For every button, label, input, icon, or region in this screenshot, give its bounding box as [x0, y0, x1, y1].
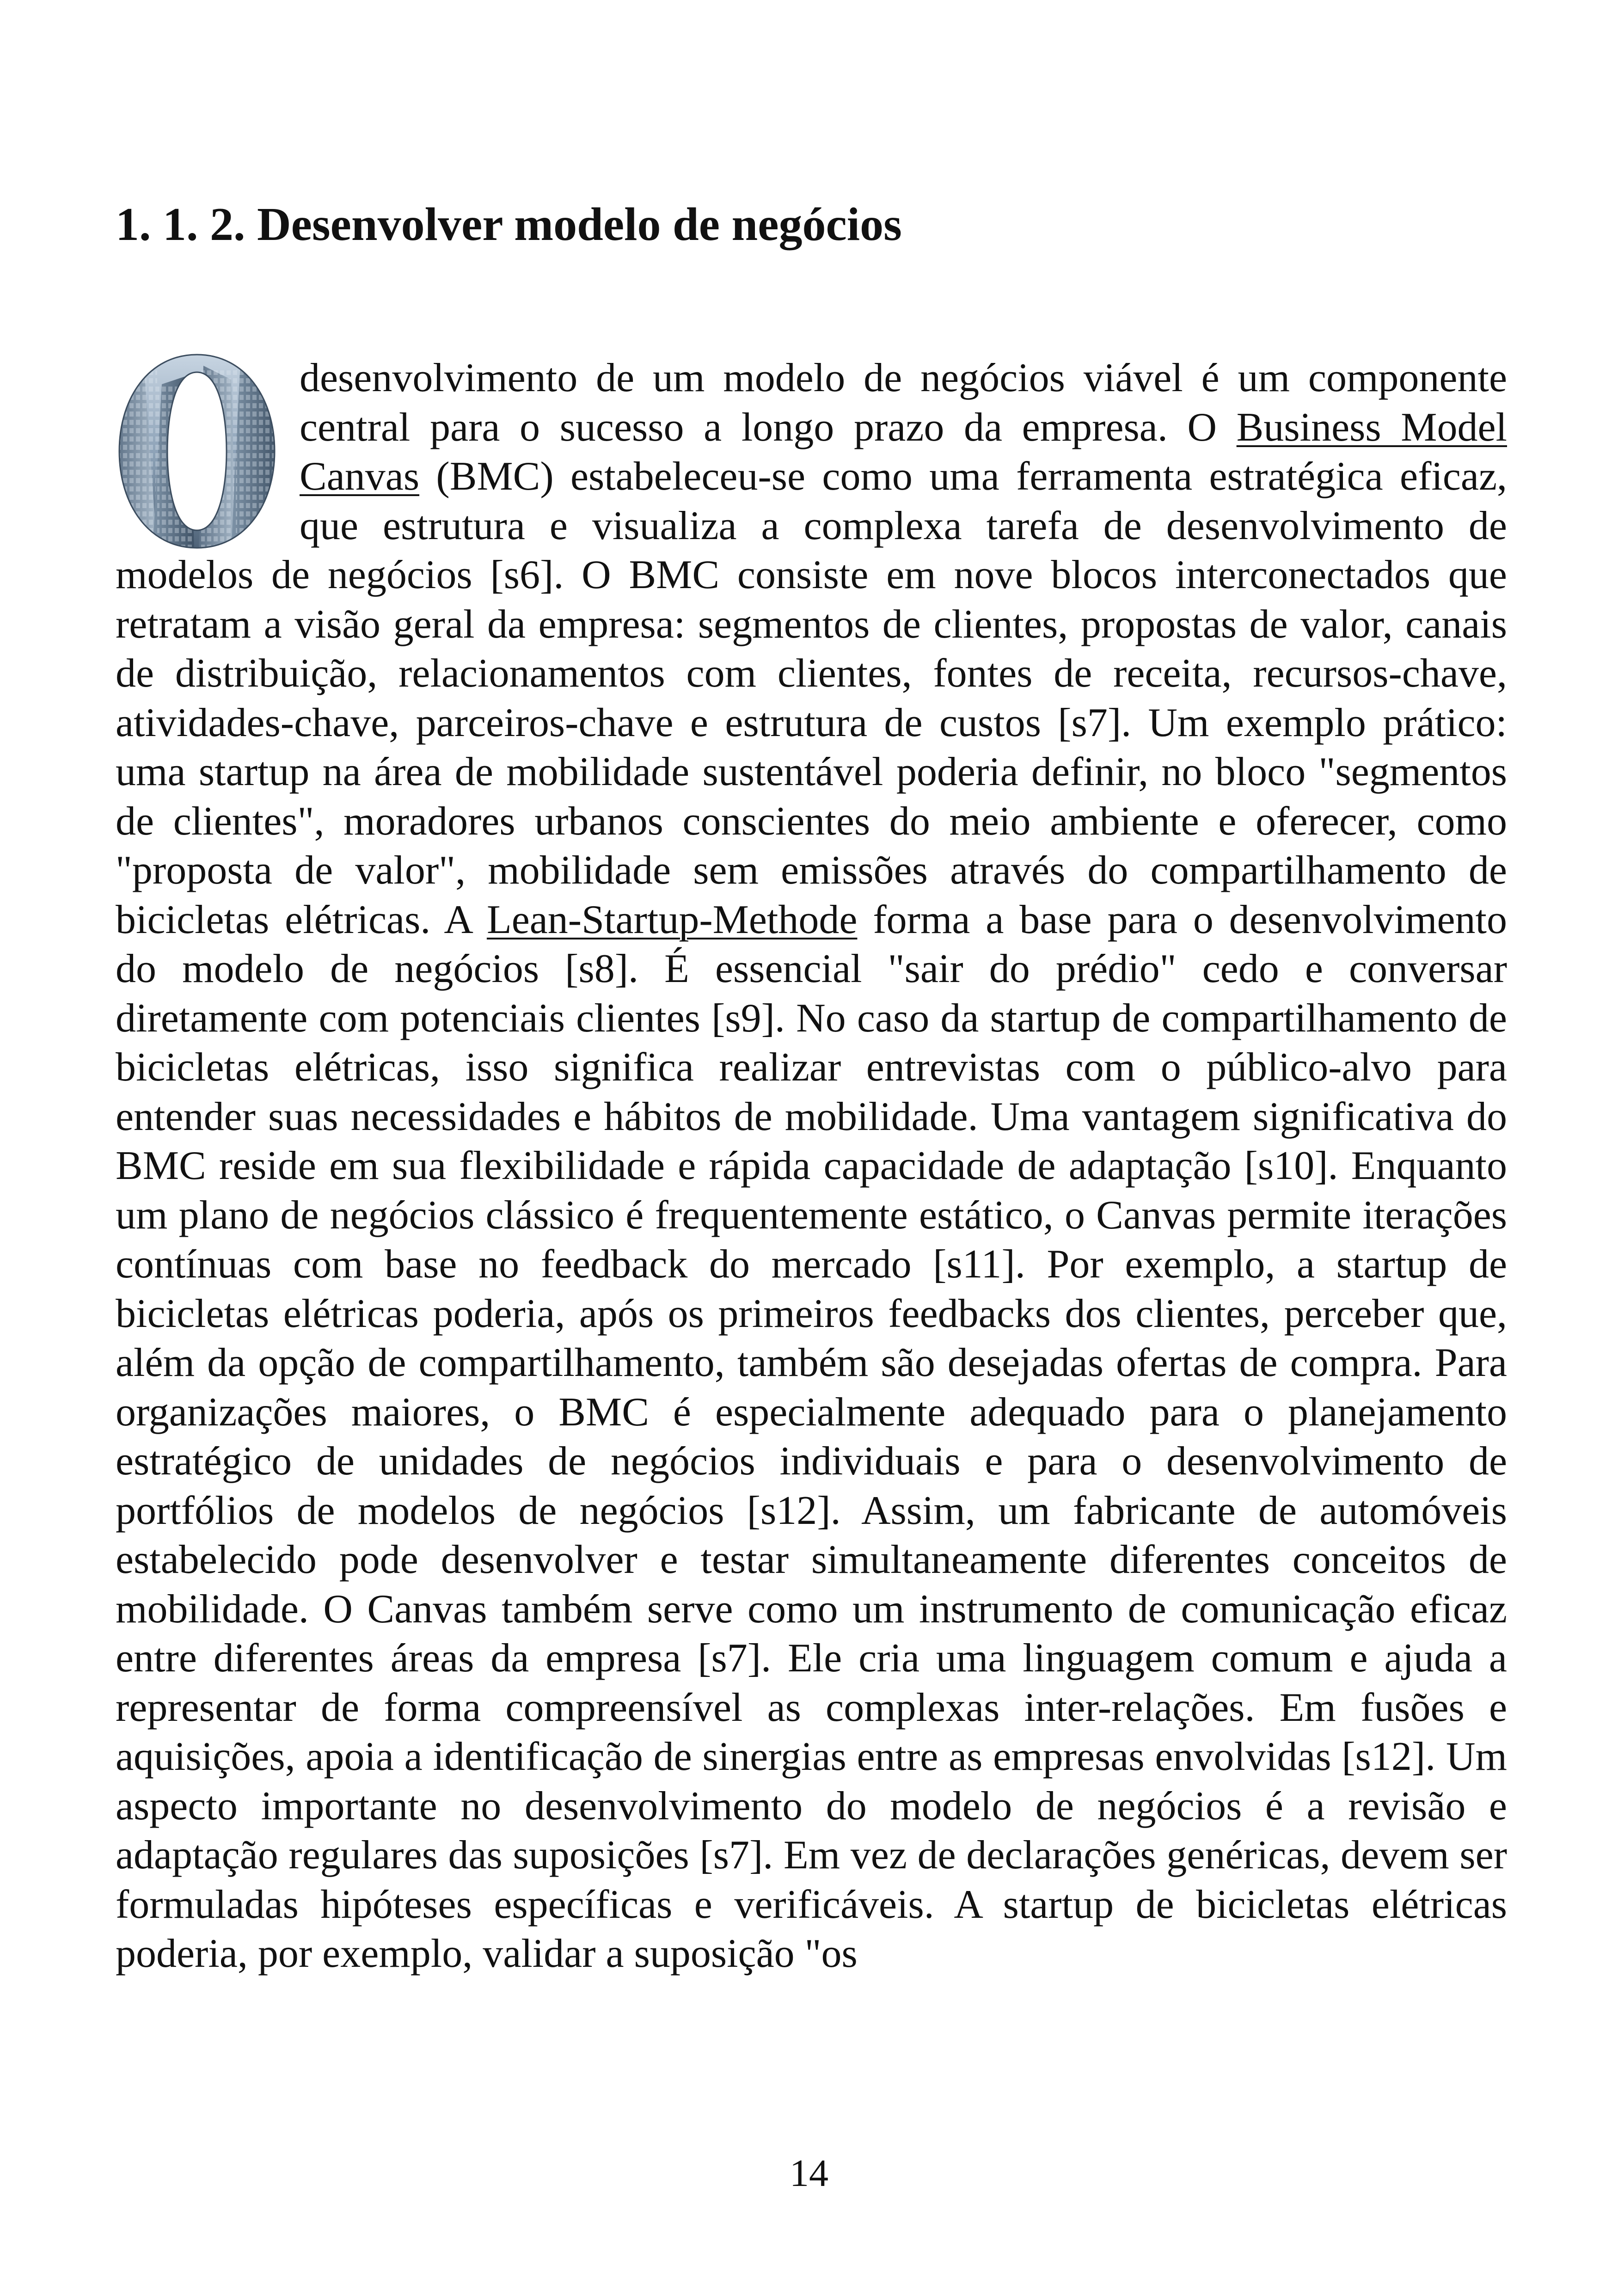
body-text-segment: (BMC) estabeleceu-se como uma ferramenta estratégica eficaz, que estrutura e visualiza a complexa tarefa de desenvolvimento de modelos de negócios [s6]. O BMC consiste em nove blocos interconectados que retratam a visão geral da empresa: segmentos de clientes, propostas de valor, canais de distribuição, relacionamentos com clientes, fontes de receita, recursos-chave, atividades-chave, parceiros-chave e estrutura de custos [s7]. Um exemplo prático: uma startup na área de mobilidade sustentável poderia definir, no bloco "segmentos de clientes", moradores urbanos conscientes do meio ambiente e oferecer, como "proposta de valor", mobilidade sem emissões através do compartilhamento de bicicletas elétricas. A: [116, 454, 1507, 942]
section-heading: 1. 1. 2. Desenvolver modelo de negócios: [116, 198, 902, 251]
lean-startup-methode-link[interactable]: Lean-Startup-Methode: [486, 897, 858, 942]
business-model-canvas-link[interactable]: Business Model Canvas: [300, 405, 1507, 499]
body-text-segment: desenvolvimento de um modelo de negócios viável é um componente central para o sucesso a longo prazo da empresa. O: [300, 356, 1507, 450]
drop-cap-letter-o: [116, 352, 278, 551]
body-text-segment: forma a base para o desenvolvimento do modelo de negócios [s8]. É essencial "sair do prédio" cedo e conversar diretamente com potenciais clientes [s9]. No caso da startup de compartilhamento de bicicletas elétricas, isso significa realizar entrevistas com o público-alvo para entender suas necessidades e hábitos de mobilidade. Uma vantagem significativa do BMC reside em sua flexibilidade e rápida capacidade de adaptação [s10]. Enquanto um plano de negócios clássico é frequentemente estático, o Canvas permite iterações contínuas com base no feedback do mercado [s11]. Por exemplo, a startup de bicicletas elétricas poderia, após os primeiros feedbacks dos clientes, perceber que, além da opção de compartilhamento, também são desejadas ofertas de compra. Para organizações maiores, o BMC é especialmente adequado para o planejamento estratégico de unidades de negócios individuais e para o desenvolvimento de portfólios de modelos de negócios [s12]. Assim, um fabricante de automóveis estabelecido pode desenvolver e testar simultaneamente diferentes conceitos de mobilidade. O Canvas também serve como um instrumento de comunicação eficaz entre diferentes áreas da empresa [s7]. Ele cria uma linguagem comum e ajuda a representar de forma compreensível as complexas inter-relações. Em fusões e aquisições, apoia a identificação de sinergias entre as empresas envolvidas [s12]. Um aspecto importante no desenvolvimento do modelo de negócios é a revisão e adaptação regulares das suposições [s7]. Em vez de declarações genéricas, devem ser formuladas hipóteses específicas e verificáveis. A startup de bicicletas elétricas poderia, por exemplo, validar a suposição "os: [116, 897, 1507, 1976]
drop-cap-city-image: [116, 352, 278, 551]
body-paragraph: [116, 354, 1507, 1979]
page-number: 14: [790, 2152, 828, 2195]
